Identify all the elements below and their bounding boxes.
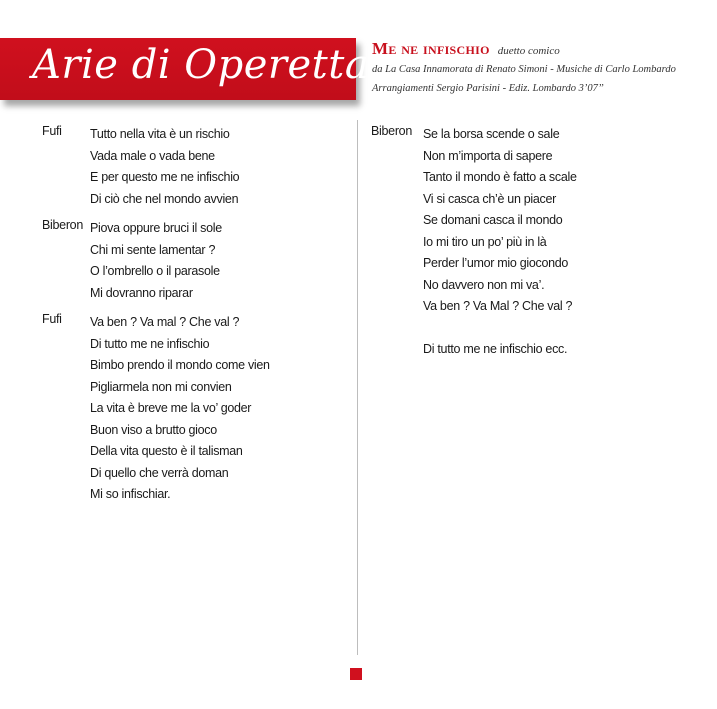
song-credit-line-1: da La Casa Innamorata di Renato Simoni - Musiche di Carlo Lombardo — [372, 64, 676, 75]
lyric-line: Io mi tiro un po’ più in là — [423, 234, 547, 249]
lyric-line: Tanto il mondo è fatto a scale — [423, 170, 577, 184]
lyric-line: Di ciò che nel mondo avvien — [90, 191, 239, 206]
stanza-lines — [423, 124, 701, 361]
lyric-line: Se domani casca il mondo — [423, 213, 563, 227]
lyric-line: Va ben ? Va mal ? Che val ? — [90, 315, 240, 329]
speaker-name: Fufi — [42, 312, 62, 326]
stanza-3 — [42, 312, 342, 506]
stanza-4 — [371, 124, 701, 361]
lyric-line: Di tutto me ne infischio — [90, 336, 210, 351]
lyric-line: E per questo me ne infischio — [90, 170, 240, 184]
lyric-line: Della vita questo è il talisman — [90, 444, 243, 458]
lyric-line: Vada male o vada bene — [90, 148, 215, 163]
lyric-line: Mi so infischiar. — [90, 487, 171, 501]
stanza-1 — [42, 124, 342, 210]
song-genre: duetto comico — [497, 45, 560, 57]
stanza-lines — [90, 218, 342, 304]
lyric-line: Se la borsa scende o sale — [423, 127, 560, 141]
lyric-line: Buon viso a brutto gioco — [90, 422, 217, 437]
section-title: Arie di Operetta — [32, 42, 370, 88]
column-divider — [357, 120, 358, 655]
lyric-line: Perder l’umor mio giocondo — [423, 256, 569, 270]
stanza-gap — [423, 318, 701, 340]
lyric-line: Tutto nella vita è un rischio — [90, 127, 230, 141]
page-marker-square — [350, 668, 362, 680]
song-credit-line-2: Arrangiamenti Sergio Parisini - Ediz. Lombardo 3’07’’ — [372, 83, 604, 94]
speaker-name: Biberon — [371, 124, 412, 138]
lyric-line: Chi mi sente lamentar ? — [90, 242, 216, 257]
lyric-line: Mi dovranno riparar — [90, 285, 193, 300]
lyric-line: Bimbo prendo il mondo come vien — [90, 358, 270, 372]
section-banner — [0, 38, 370, 100]
lyric-line: Vi si casca ch’è un piacer — [423, 191, 557, 206]
closing-line: Di tutto me ne infischio ecc. — [423, 342, 568, 356]
lyric-line: Pigliarmela non mi convien — [90, 379, 232, 394]
speaker-name: Fufi — [42, 124, 62, 138]
song-header — [372, 40, 712, 98]
lyric-line: O l’ombrello o il parasole — [90, 264, 220, 278]
song-title: Me ne infischio — [372, 39, 490, 58]
stanza-2 — [42, 218, 342, 304]
stanza-lines — [90, 124, 342, 210]
stanza-lines — [90, 312, 342, 506]
lyric-line: Non m’importa di sapere — [423, 148, 553, 163]
lyric-line: La vita è breve me la vo’ goder — [90, 401, 252, 415]
lyric-line: No davvero non mi va’. — [423, 277, 545, 292]
lyrics-right-column — [371, 124, 701, 361]
speaker-name: Biberon — [42, 218, 83, 232]
lyrics-left-column — [42, 124, 342, 514]
song-title-line — [372, 40, 712, 60]
lyric-line: Piova oppure bruci il sole — [90, 221, 222, 235]
lyric-line: Va ben ? Va Mal ? Che val ? — [423, 299, 573, 313]
lyric-line: Di quello che verrà doman — [90, 465, 229, 480]
